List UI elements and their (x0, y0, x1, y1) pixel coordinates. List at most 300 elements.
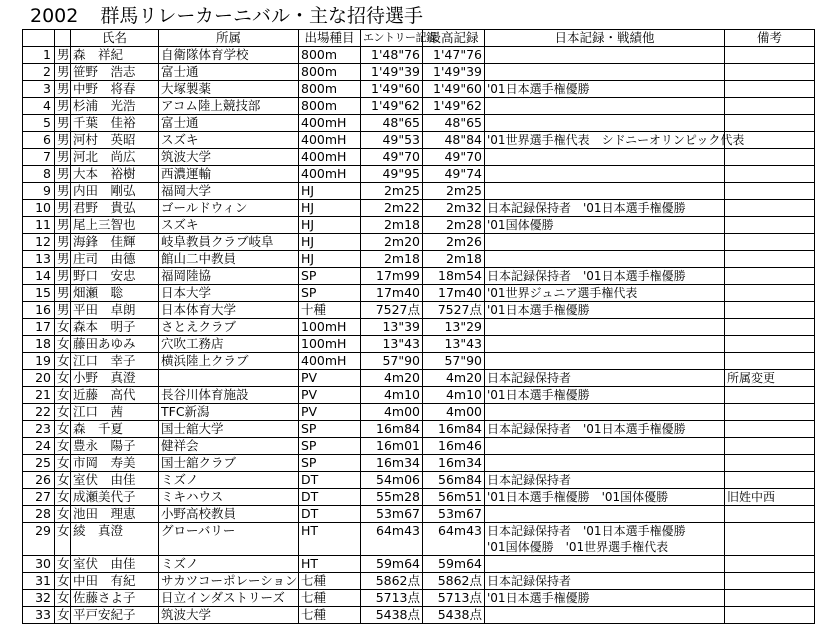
cell-team: 穴吹工務店 (159, 336, 299, 353)
cell-name: 杉浦 光浩 (71, 98, 159, 115)
cell-best: 16m34 (423, 455, 485, 472)
table-row (23, 353, 815, 370)
cell-event: DT (299, 489, 361, 506)
cell-sex: 男 (55, 98, 71, 115)
cell-team: 福岡大学 (159, 183, 299, 200)
cell-remark (725, 607, 815, 624)
cell-no: 17 (23, 319, 55, 336)
cell-no: 13 (23, 251, 55, 268)
cell-entry: 49"95 (361, 166, 423, 183)
cell-name: 室伏 由佳 (71, 472, 159, 489)
table-row (23, 438, 815, 455)
cell-event: 七種 (299, 607, 361, 624)
cell-name: 千葉 佳裕 (71, 115, 159, 132)
cell-note: '01国体優勝 (485, 217, 725, 234)
cell-event: 400mH (299, 353, 361, 370)
cell-team: 日本大学 (159, 285, 299, 302)
cell-note (485, 455, 725, 472)
cell-no: 4 (23, 98, 55, 115)
cell-entry: 2m22 (361, 200, 423, 217)
table-header-row (23, 30, 815, 47)
cell-sex: 男 (55, 81, 71, 98)
cell-team: 日本体育大学 (159, 302, 299, 319)
cell-no: 22 (23, 404, 55, 421)
cell-best: 13"29 (423, 319, 485, 336)
cell-remark (725, 404, 815, 421)
cell-name: 中野 将春 (71, 81, 159, 98)
cell-note (485, 149, 725, 166)
cell-best: 4m00 (423, 404, 485, 421)
cell-sex: 男 (55, 268, 71, 285)
cell-event: HJ (299, 200, 361, 217)
cell-sex: 女 (55, 556, 71, 573)
cell-remark (725, 556, 815, 573)
cell-event: SP (299, 268, 361, 285)
table-row (23, 472, 815, 489)
cell-no: 32 (23, 590, 55, 607)
cell-entry: 49"70 (361, 149, 423, 166)
cell-event: SP (299, 285, 361, 302)
table-row (23, 387, 815, 404)
cell-note (485, 183, 725, 200)
cell-note-line: 日本記録保持者 '01日本選手権優勝 (487, 524, 686, 538)
table-row (23, 149, 815, 166)
cell-team: 館山二中教員 (159, 251, 299, 268)
table-row (23, 573, 815, 590)
cell-event: SP (299, 421, 361, 438)
header-entry: エントリー記録 (361, 30, 423, 47)
cell-remark (725, 302, 815, 319)
cell-sex: 男 (55, 302, 71, 319)
table-row (23, 251, 815, 268)
cell-remark (725, 455, 815, 472)
cell-note: 日本記録保持者 (485, 370, 725, 387)
cell-note (485, 353, 725, 370)
cell-name: 藤田あゆみ (71, 336, 159, 353)
cell-note: '01日本選手権優勝 (485, 81, 725, 98)
cell-note (485, 607, 725, 624)
cell-note (485, 523, 725, 556)
cell-entry: 57"90 (361, 353, 423, 370)
cell-best: 1'49"60 (423, 81, 485, 98)
table-row (23, 98, 815, 115)
cell-remark (725, 200, 815, 217)
cell-event: 800m (299, 47, 361, 64)
header-sex (55, 30, 71, 47)
cell-entry: 1'49"62 (361, 98, 423, 115)
cell-entry: 64m43 (361, 523, 423, 556)
cell-no: 21 (23, 387, 55, 404)
cell-team (159, 370, 299, 387)
cell-sex: 男 (55, 234, 71, 251)
cell-sex: 男 (55, 115, 71, 132)
cell-event: 400mH (299, 132, 361, 149)
cell-sex: 男 (55, 285, 71, 302)
header-no (23, 30, 55, 47)
cell-team: ミズノ (159, 556, 299, 573)
cell-event: 400mH (299, 166, 361, 183)
cell-note (485, 98, 725, 115)
cell-no: 1 (23, 47, 55, 64)
cell-name: 市岡 寿美 (71, 455, 159, 472)
cell-entry: 2m20 (361, 234, 423, 251)
cell-best: 2m32 (423, 200, 485, 217)
table-row (23, 455, 815, 472)
cell-entry: 5862点 (361, 573, 423, 590)
cell-no: 29 (23, 523, 55, 556)
cell-event: HJ (299, 217, 361, 234)
cell-remark (725, 115, 815, 132)
cell-sex: 女 (55, 506, 71, 523)
cell-no: 18 (23, 336, 55, 353)
cell-remark: 旧姓中西 (725, 489, 815, 506)
cell-remark (725, 590, 815, 607)
cell-note (485, 115, 725, 132)
cell-event: HT (299, 556, 361, 573)
cell-name: 池田 理恵 (71, 506, 159, 523)
cell-entry: 59m64 (361, 556, 423, 573)
cell-name: 野口 安忠 (71, 268, 159, 285)
cell-no: 9 (23, 183, 55, 200)
cell-team: さとえクラブ (159, 319, 299, 336)
cell-team: 筑波大学 (159, 607, 299, 624)
cell-team: TFC新潟 (159, 404, 299, 421)
cell-entry: 16m34 (361, 455, 423, 472)
cell-event: 十種 (299, 302, 361, 319)
cell-team: 筑波大学 (159, 149, 299, 166)
cell-entry: 2m18 (361, 217, 423, 234)
cell-remark: 所属変更 (725, 370, 815, 387)
cell-entry: 1'48"76 (361, 47, 423, 64)
header-team: 所属 (159, 30, 299, 47)
cell-entry: 4m00 (361, 404, 423, 421)
cell-remark (725, 421, 815, 438)
cell-name: 笹野 浩志 (71, 64, 159, 81)
cell-entry: 4m10 (361, 387, 423, 404)
cell-event: PV (299, 404, 361, 421)
cell-name: 佐藤さよ子 (71, 590, 159, 607)
cell-name: 尾上三智也 (71, 217, 159, 234)
cell-remark (725, 523, 815, 556)
cell-sex: 女 (55, 336, 71, 353)
cell-event: PV (299, 370, 361, 387)
cell-best: 56m51 (423, 489, 485, 506)
cell-event: HT (299, 523, 361, 556)
cell-remark (725, 353, 815, 370)
cell-remark (725, 268, 815, 285)
cell-sex: 男 (55, 183, 71, 200)
cell-no: 6 (23, 132, 55, 149)
cell-no: 23 (23, 421, 55, 438)
cell-best: 2m18 (423, 251, 485, 268)
cell-event: HJ (299, 183, 361, 200)
cell-entry: 5438点 (361, 607, 423, 624)
cell-sex: 男 (55, 149, 71, 166)
cell-entry: 5713点 (361, 590, 423, 607)
cell-note: 日本記録保持者 '01日本選手権優勝 (485, 268, 725, 285)
cell-best: 1'49"62 (423, 98, 485, 115)
cell-best: 56m84 (423, 472, 485, 489)
cell-name: 海鋒 佳輝 (71, 234, 159, 251)
table-row (23, 183, 815, 200)
cell-sex: 女 (55, 607, 71, 624)
cell-sex: 女 (55, 573, 71, 590)
table-row (23, 285, 815, 302)
table-row (23, 590, 815, 607)
table-row (23, 64, 815, 81)
cell-entry: 16m01 (361, 438, 423, 455)
cell-best: 48"65 (423, 115, 485, 132)
cell-sex: 女 (55, 353, 71, 370)
cell-event: 100mH (299, 336, 361, 353)
cell-sex: 男 (55, 47, 71, 64)
cell-sex: 女 (55, 421, 71, 438)
cell-event: DT (299, 472, 361, 489)
cell-best: 5862点 (423, 573, 485, 590)
cell-name: 江口 茜 (71, 404, 159, 421)
cell-remark (725, 438, 815, 455)
cell-sex: 男 (55, 251, 71, 268)
invited-athletes-table (22, 29, 815, 624)
cell-entry: 55m28 (361, 489, 423, 506)
cell-name: 内田 剛弘 (71, 183, 159, 200)
cell-entry: 2m25 (361, 183, 423, 200)
table-row (23, 523, 815, 556)
cell-name: 室伏 由佳 (71, 556, 159, 573)
cell-note (485, 438, 725, 455)
cell-sex: 女 (55, 404, 71, 421)
table-row (23, 234, 815, 251)
cell-no: 8 (23, 166, 55, 183)
cell-remark (725, 251, 815, 268)
cell-event: DT (299, 506, 361, 523)
cell-name: 森 祥紀 (71, 47, 159, 64)
cell-note: 日本記録保持者 (485, 472, 725, 489)
cell-note: '01日本選手権優勝 (485, 387, 725, 404)
table-row (23, 200, 815, 217)
title-text: 群馬リレーカーニバル・主な招待選手 (100, 5, 423, 27)
cell-sex: 女 (55, 523, 71, 556)
cell-note (485, 556, 725, 573)
cell-entry: 1'49"39 (361, 64, 423, 81)
cell-name: 中田 有紀 (71, 573, 159, 590)
cell-event: SP (299, 438, 361, 455)
table-row (23, 115, 815, 132)
cell-remark (725, 217, 815, 234)
cell-name: 大本 裕樹 (71, 166, 159, 183)
cell-best: 48"84 (423, 132, 485, 149)
cell-entry: 54m06 (361, 472, 423, 489)
cell-no: 2 (23, 64, 55, 81)
cell-best: 4m20 (423, 370, 485, 387)
cell-best: 49"70 (423, 149, 485, 166)
cell-name: 河村 英昭 (71, 132, 159, 149)
cell-name: 畑瀬 聡 (71, 285, 159, 302)
cell-best: 4m10 (423, 387, 485, 404)
header-note: 日本記録・戦績他 (485, 30, 725, 47)
cell-no: 27 (23, 489, 55, 506)
cell-remark (725, 234, 815, 251)
cell-remark (725, 98, 815, 115)
cell-best: 5438点 (423, 607, 485, 624)
cell-sex: 女 (55, 489, 71, 506)
cell-best: 7527点 (423, 302, 485, 319)
cell-entry: 49"53 (361, 132, 423, 149)
cell-best: 53m67 (423, 506, 485, 523)
cell-best: 13"43 (423, 336, 485, 353)
cell-name: 豊永 陽子 (71, 438, 159, 455)
cell-team: ゴールドウィン (159, 200, 299, 217)
cell-team: 健祥会 (159, 438, 299, 455)
cell-event: 400mH (299, 149, 361, 166)
cell-event: 400mH (299, 115, 361, 132)
cell-note: '01日本選手権優勝 (485, 590, 725, 607)
cell-event: 七種 (299, 573, 361, 590)
cell-sex: 女 (55, 319, 71, 336)
cell-name: 君野 貴弘 (71, 200, 159, 217)
cell-no: 7 (23, 149, 55, 166)
cell-best: 16m84 (423, 421, 485, 438)
table-row (23, 336, 815, 353)
cell-team: グローバリー (159, 523, 299, 556)
table-row (23, 47, 815, 64)
cell-team: スズキ (159, 217, 299, 234)
cell-entry: 7527点 (361, 302, 423, 319)
cell-note: '01世界選手権代表 シドニーオリンピック代表 (485, 132, 725, 149)
cell-best: 1'47"76 (423, 47, 485, 64)
cell-entry: 48"65 (361, 115, 423, 132)
table-row (23, 506, 815, 523)
cell-no: 10 (23, 200, 55, 217)
cell-name: 森 千夏 (71, 421, 159, 438)
cell-event: 800m (299, 81, 361, 98)
cell-no: 19 (23, 353, 55, 370)
cell-remark (725, 472, 815, 489)
table-row (23, 81, 815, 98)
cell-team: 自衛隊体育学校 (159, 47, 299, 64)
cell-no: 14 (23, 268, 55, 285)
cell-note (485, 64, 725, 81)
cell-no: 30 (23, 556, 55, 573)
cell-name: 近藤 高代 (71, 387, 159, 404)
cell-best: 2m25 (423, 183, 485, 200)
cell-name: 綾 真澄 (71, 523, 159, 556)
cell-sex: 女 (55, 387, 71, 404)
cell-no: 24 (23, 438, 55, 455)
cell-note (485, 166, 725, 183)
table-row (23, 404, 815, 421)
cell-name: 平戸安紀子 (71, 607, 159, 624)
cell-remark (725, 149, 815, 166)
cell-note (485, 404, 725, 421)
cell-entry: 13"43 (361, 336, 423, 353)
cell-team: 西濃運輸 (159, 166, 299, 183)
header-best: 最高記録 (423, 30, 485, 47)
cell-remark (725, 64, 815, 81)
cell-note-line: '01国体優勝 '01世界選手権代表 (487, 540, 669, 554)
table-row (23, 302, 815, 319)
cell-event: HJ (299, 234, 361, 251)
document-title (30, 4, 423, 28)
cell-remark (725, 183, 815, 200)
cell-team: 岐阜教員クラブ岐阜 (159, 234, 299, 251)
cell-no: 5 (23, 115, 55, 132)
cell-entry: 2m18 (361, 251, 423, 268)
title-year: 2002 (30, 5, 79, 27)
cell-name: 平田 卓朗 (71, 302, 159, 319)
table-row (23, 607, 815, 624)
cell-remark (725, 506, 815, 523)
cell-no: 33 (23, 607, 55, 624)
cell-note: 日本記録保持者 '01日本選手権優勝 (485, 200, 725, 217)
cell-name: 庄司 由德 (71, 251, 159, 268)
cell-best: 16m46 (423, 438, 485, 455)
cell-event: 800m (299, 64, 361, 81)
header-name: 氏名 (71, 30, 159, 47)
cell-sex: 男 (55, 166, 71, 183)
cell-note (485, 319, 725, 336)
cell-best: 2m26 (423, 234, 485, 251)
cell-note: '01世界ジュニア選手権代表 (485, 285, 725, 302)
header-remark: 備考 (725, 30, 815, 47)
cell-team: 国士舘大学 (159, 421, 299, 438)
cell-note (485, 251, 725, 268)
cell-remark (725, 81, 815, 98)
cell-best: 57"90 (423, 353, 485, 370)
cell-no: 26 (23, 472, 55, 489)
cell-event: HJ (299, 251, 361, 268)
cell-entry: 4m20 (361, 370, 423, 387)
cell-best: 1'49"39 (423, 64, 485, 81)
cell-no: 12 (23, 234, 55, 251)
cell-remark (725, 319, 815, 336)
cell-sex: 男 (55, 132, 71, 149)
cell-remark (725, 573, 815, 590)
cell-event: PV (299, 387, 361, 404)
cell-team: サカツコーポレーション (159, 573, 299, 590)
cell-no: 3 (23, 81, 55, 98)
table-row (23, 489, 815, 506)
cell-remark (725, 285, 815, 302)
cell-no: 15 (23, 285, 55, 302)
cell-team: 富士通 (159, 64, 299, 81)
table-row (23, 166, 815, 183)
cell-note (485, 336, 725, 353)
cell-team: 福岡陸協 (159, 268, 299, 285)
cell-no: 25 (23, 455, 55, 472)
cell-team: 国士舘クラブ (159, 455, 299, 472)
table-row (23, 370, 815, 387)
cell-sex: 女 (55, 590, 71, 607)
cell-remark (725, 166, 815, 183)
cell-note: '01日本選手権優勝 '01国体優勝 (485, 489, 725, 506)
cell-no: 16 (23, 302, 55, 319)
cell-event: SP (299, 455, 361, 472)
cell-remark (725, 387, 815, 404)
cell-team: 長谷川体育施設 (159, 387, 299, 404)
cell-note (485, 234, 725, 251)
cell-sex: 男 (55, 64, 71, 81)
table-row (23, 217, 815, 234)
cell-entry: 16m84 (361, 421, 423, 438)
cell-name: 江口 幸子 (71, 353, 159, 370)
cell-event: 100mH (299, 319, 361, 336)
table-row (23, 421, 815, 438)
cell-sex: 女 (55, 455, 71, 472)
cell-remark (725, 47, 815, 64)
cell-best: 59m64 (423, 556, 485, 573)
cell-name: 森本 明子 (71, 319, 159, 336)
